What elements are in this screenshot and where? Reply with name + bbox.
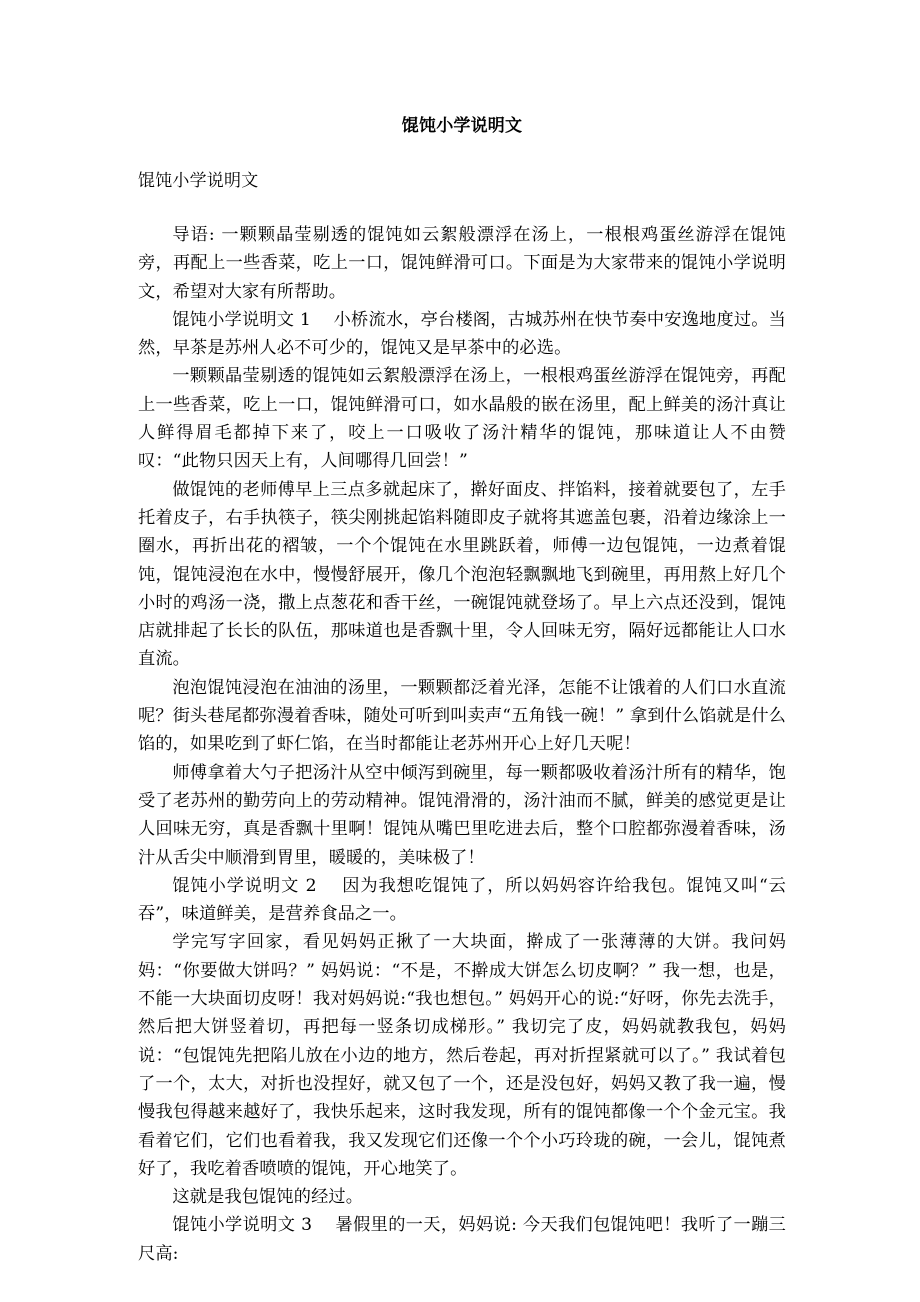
document-content (138, 0, 786, 1268)
document-body (138, 195, 786, 1268)
section-1-paragraph-3: 泡泡馄饨浸泡在油油的汤里，一颗颗都泛着光泽，怎能不让饿着的人们口水直流呢？街头巷尾都弥漫着香味，随处可听到叫卖声“五角钱一碗！” 拿到什么馅就是什么馅的，如果吃到了虾仁馅，在当时都能让老苏州开心上好几天呢！ (138, 677, 786, 755)
section-2-heading: 馄饨小学说明文 2 (172, 875, 317, 896)
section-1-paragraph-4: 师傅拿着大勺子把汤汁从空中倾泻到碗里，每一颗都吸收着汤汁所有的精华，饱受了老苏州的勤劳向上的劳动精神。馄饨滑滑的，汤汁油而不腻，鲜美的感觉更是让人回味无穷，真是香飘十里啊！馄饨从嘴巴里吃进去后，整个口腔都弥漫着香味，汤汁从舌尖中顺滑到胃里，暖暖的，美味极了！ (138, 762, 786, 868)
section-2-paragraph-1: 学完写字回家，看见妈妈正揪了一大块面，擀成了一张薄薄的大饼。我问妈妈：“你要做大饼吗？” 妈妈说：“不是，不擀成大饼怎么切皮啊？” 我一想，也是，不能一大块面切皮呀！我对妈妈说:“我也想包。” 妈妈开心的说:“好呀，你先去洗手，然后把大饼竖着切，再把每一竖条切成梯形。” 我切完了皮，妈妈就教我包，妈妈说：“包馄饨先把陷儿放在小边的地方，然后卷起，再对折捏紧就可以了。” 我试着包了一个，太大，对折也没捏好，就又包了一个，还是没包好，妈妈又教了我一遍，慢慢我包得越来越好了，我快乐起来，这时我发现，所有的馄饨都像一个个金元宝。我看着它们，它们也看着我，我又发现它们还像一个个小巧玲珑的碗，一会儿，馄饨煮好了，我吃着香喷喷的馄饨，开心地笑了。 (138, 932, 786, 1179)
section-1-heading: 馄饨小学说明文 1 (172, 309, 311, 330)
section-3-heading-paragraph (138, 1211, 786, 1268)
section-1-heading-paragraph (138, 306, 786, 363)
section-2-paragraph-2: 这就是我包馄饨的经过。 (172, 1187, 364, 1208)
section-1-paragraph-2: 做馄饨的老师傅早上三点多就起床了，擀好面皮、拌馅料，接着就要包了，左手托着皮子，右手执筷子，筷尖刚挑起馅料随即皮子就将其遮盖包裹，沿着边缘涂上一圈水，再折出花的褶皱，一个个馄饨在水里跳跃着，师傅一边包馄饨，一边煮着馄饨，馄饨浸泡在水中，慢慢舒展开，像几个泡泡轻飘飘地飞到碗里，再用熬上好几个小时的鸡汤一浇，撒上点葱花和香干丝，一碗馄饨就登场了。早上六点还没到，馄饨店就排起了长长的队伍，那味道也是香飘十里，令人回味无穷，隔好远都能让人口水直流。 (138, 479, 786, 670)
section-3-first-paragraph-body: 暑假里的一天，妈妈说: 今天我们包馄饨吧！我听了一蹦三尺高: (138, 1215, 786, 1264)
section-3-heading: 馄饨小学说明文 3 (172, 1215, 313, 1236)
section-2-heading-spacer (317, 876, 343, 896)
section-1-heading-spacer (311, 310, 334, 330)
section-1-paragraph-1: 一颗颗晶莹剔透的馄饨如云絮般漂浮在汤上，一根根鸡蛋丝游浮在馄饨旁，再配上一些香菜，吃上一口，馄饨鲜滑可口，如水晶般的嵌在汤里，配上鲜美的汤汁真让人鲜得眉毛都掉下来了，咬上一口吸收了汤汁精华的馄饨，那味道让人不由赞叹：“此物只因天上有，人间哪得几回尝！” (138, 366, 786, 472)
document-subtitle: 馄饨小学说明文 (138, 171, 259, 191)
page-title: 馄饨小学说明文 (401, 116, 523, 136)
section-1-first-paragraph-body: 小桥流水，亭台楼阁，古城苏州在快节奏中安逸地度过。当然，早茶是苏州人必不可少的，馄饨又是早茶中的必选。 (138, 309, 786, 359)
section-3-heading-spacer (312, 1215, 335, 1235)
lead-paragraph: 导语: 一颗颗晶莹剔透的馄饨如云絮般漂浮在汤上，一根根鸡蛋丝游浮在馄饨旁，再配上一些香菜，吃上一口，馄饨鲜滑可口。下面是为大家带来的馄饨小学说明文，希望对大家有所帮助。 (138, 225, 786, 302)
section-2-first-paragraph-body: 因为我想吃馄饨了，所以妈妈容许给我包。馄饨又叫“云吞”，味道鲜美，是营养食品之一。 (138, 875, 786, 925)
section-2-heading-paragraph (138, 872, 786, 929)
